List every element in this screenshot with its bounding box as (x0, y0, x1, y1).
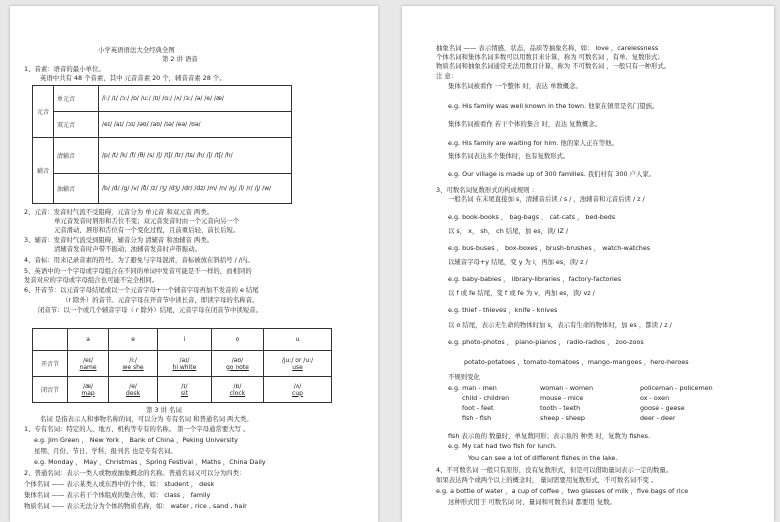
vowel-label: 元音 (33, 86, 54, 138)
open-syllable-note: 6、开音节：以元音字母结尾或以一个元音字母+一个辅音字母再加不发音的 e 结尾 (24, 286, 259, 294)
right-page (402, 6, 774, 522)
proper-noun-example-2: e.g. Monday ， May ，Christmas ，Spring Festival ，Maths ，China Daily (34, 458, 266, 466)
letter-sound-note-2: 发音对应的字母或字母组合也可能不完全相同。 (24, 276, 159, 284)
collective-plural-example: e.g. His family are waiting for him. 他的家人正在等他。 (448, 139, 618, 147)
individual-noun-line: 个体名词 —— 表示某类人或东西中的个体，如： student ， desk (24, 480, 215, 488)
proper-noun-note-2: 星期、月份、节日、学科、报刊名 也是专有名词。 (34, 447, 177, 455)
syllable-table (32, 328, 332, 403)
open-cell-o: /əʊ/ go note (211, 351, 263, 377)
consonant-note-2: 清辅音发音时声带不振动；浊辅音发音时声带振动。 (54, 245, 201, 253)
fish-example-1: e.g. My cat had two fish for lunch. (448, 442, 557, 450)
collective-multiple-note: 集体名词表达多个集体时，也有复数形式。 (448, 152, 570, 160)
letter-sound-note: 5、英语中的一个字母或字母组合在不同的单词中发音可能是不一样的，而相同的 (24, 267, 252, 275)
irregular-2-1: child - children (462, 394, 510, 402)
attention-label: 注 意： (436, 72, 458, 80)
irregular-1-3: policeman - policemen (640, 384, 713, 392)
abstract-noun-line: 抽象名词 —— 表示情感，状态，品质等抽象名称，如： love ，carelessness (436, 44, 659, 52)
vowel-note: 2、元音：发音时气流不受阻碍，元音分为 单元音 和双元音 两类。 (24, 208, 214, 216)
open-cell-a: /eɪ/ name (68, 351, 109, 377)
open-syllable-note-2: （r 除外）的音节。元音字母在开音节中读长音，即读字母的名称音。 (62, 296, 259, 304)
diphthong-ipa: /eɪ/ /aɪ/ /ɔɪ/ /əʊ/ /aʊ/ /ɪə/ /eə/ /ʊə/ (99, 112, 292, 138)
vowel-o-header: o (211, 329, 263, 351)
collective-singular-note: 集体名词被看作 一个整体 时，表达 单数概念。 (448, 82, 582, 90)
rule-o-es-example-2: potato-potatoes ，tomato-tomatoes ，mango-mangoes ，hero-heroes (464, 358, 689, 366)
rule-y-ies-example: e.g. baby-babies ， library-libraries ，factory-factories (448, 275, 622, 283)
open-cell-e: /i:/ we she (109, 351, 158, 377)
voiced-label: 浊辅音 (54, 174, 99, 204)
rule-add-s-example: e.g. book-books ， bag-bags ， cat-cats ， bed-beds (448, 213, 616, 221)
irregular-heading: 不规则变化 (448, 373, 480, 381)
countable-note: 个体名词和集体名词多数可以用数目来计算，称为 可数名词 ，有单、复数形式； (436, 53, 664, 61)
plural-rules-heading: 3、可数名词复数形式的构成规则 ： (436, 186, 538, 194)
closed-cell-a: /æ/ map (68, 377, 109, 403)
collective-plural-note: 集体名词被看作 若干个体的集合 时，表达 复数概念。 (448, 120, 602, 128)
left-page (10, 6, 378, 522)
open-cell-i: /aɪ/ hi white (158, 351, 212, 377)
rule-f-ves: 以 f 或 fe 结尾，变 f 或 fe 为 v，再加 es，读/ vz / (448, 289, 595, 297)
irregular-2-2: mouse - mice (540, 394, 584, 402)
phoneme-count: 英语中共有 48 个音素，其中 元音音素 20 个，辅音音素 28 个。 (40, 74, 226, 82)
irregular-4-3: deer - deer (640, 414, 676, 422)
consonant-label: 辅音 (33, 138, 54, 204)
voiceless-label: 清辅音 (54, 138, 99, 174)
rule-o-es-example: e.g. photo-photos ， piano-pianos ， radio-radios ， zoo-zoos (448, 338, 644, 346)
irregular-3-3: goose - geese (640, 404, 685, 412)
consonant-note: 3、辅音：发音时气流受到阻碍，辅音分为 清辅音 和浊辅音 两类。 (24, 236, 214, 244)
rule-add-es-example: e.g. bus-buses ， box-boxes ，brush-brushes ， watch-watches (448, 244, 651, 252)
closed-syllable-label: 闭音节 (33, 377, 68, 403)
irregular-1-1: e.g. man - men (448, 384, 497, 392)
voiceless-ipa: /p/ /t/ /k/ /f/ /θ/ /s/ /ʃ/ /tʃ/ /tr/ /ts/ /h/ /ʃ/ /tʃ/ /h/ (99, 138, 292, 174)
closed-syllable-note: 闭音节：以一个或几个辅音字母（ r 除外）结尾，元音字母在闭音节中读短音。 (38, 306, 262, 314)
monophthong-ipa: /i:/ /ɪ/ /ɔ:/ /ɒ/ /u:/ /ʊ/ /ɑ:/ /ʌ/ /ɜ:/ /ə/ /e/ /æ/ (99, 86, 292, 112)
monophthong-label: 单元音 (54, 86, 99, 112)
irregular-3-2: tooth - teeth (540, 404, 581, 412)
vowel-a-header: a (68, 329, 109, 351)
phoneme-definition: 1、音素：语音的最小单位。 (24, 65, 105, 73)
material-noun-line: 物质名词 —— 表示无法分为个体的物质名称，如： water , rice , sand , hair (24, 502, 247, 510)
common-noun-note: 2、普通名词：表示一类人或物或抽象概念的名称。普通名词又可以分为四类： (24, 469, 246, 477)
lecture2-heading: 第 2 讲 语音 (162, 55, 198, 63)
rule-add-s: 一般名词 在末尾直接加 s，清辅音后读 / s / ，浊辅音和元音后读 / z / (448, 195, 645, 203)
rule-add-es: 以 s， x， sh， ch 结尾，加 es，读/ IZ / (448, 227, 569, 235)
fish-example-2: You can see a lot of different fishes in the lake. (468, 454, 618, 462)
closed-cell-o: /ɒ/ clock (211, 377, 263, 403)
measure-word-example: e.g. a bottle of water ，a cup of coffee ，two glasses of milk ，five bags of rice (436, 487, 689, 495)
diphthong-label: 双元音 (54, 112, 99, 138)
phonetic-symbol-note: 4、音标：用来记录音素的符号。为了避免与字母混淆，音标被放在斜括号 / /内。 (24, 256, 254, 264)
rule-y-ies: 以辅音字母+y 结尾，变 y 为 i，再加 es，读/ z / (448, 258, 588, 266)
vowel-u-header: u (264, 329, 332, 351)
collective-singular-example: e.g. His family was well known in the town. 他家在镇里是名门望族。 (448, 102, 659, 110)
vowel-e-header: e (109, 329, 158, 351)
irregular-3-1: foot - feet (462, 404, 494, 412)
lecture3-heading: 第 3 讲 名词 (146, 406, 182, 414)
irregular-1-2: woman - women (540, 384, 594, 392)
doc-title: 小学英语语法大全经典全图 (98, 46, 175, 54)
closed-cell-i: /ɪ/ sit (158, 377, 212, 403)
uncountable-note: 物质名词和抽象名词通常无法用数目计算，称为 不可数名词 ，一般只有一种形式。 (436, 62, 671, 70)
collective-multiple-example: e.g. Our village is made up of 300 families. 我们村有 300 户人家。 (448, 170, 656, 178)
proper-noun-example: e.g. Jim Green ， New York ， Bank of China ，Peking University (34, 436, 238, 444)
collective-noun-line: 集体名词 —— 表示若干个体组成的集合体，如： class ， family (24, 491, 211, 499)
vowel-i-header: i (158, 329, 212, 351)
vowel-note-3: 元音滑动，唇形和舌位有一个变化过程，且前重后轻，前长后短。 (54, 226, 240, 234)
closed-cell-u: /ʌ/ cup (264, 377, 332, 403)
uncountable-heading: 4、不可数名词 一般只有原形，没有复数形式，但是可以借助量词表示一定的数量。 (436, 466, 673, 474)
closed-cell-e: /e/ desk (109, 377, 158, 403)
proper-noun-note: 1、专有名词：特定的人、地方、机构等专有的名称。 第一个字母通常要大写 。 (24, 425, 250, 433)
vowel-note-2: 单元音发音时唇形和舌位不变；双元音发音时由一个元音向另一个 (54, 217, 240, 225)
phoneme-table (32, 85, 292, 204)
irregular-4-1: fish - fish (462, 414, 492, 422)
open-syllable-label: 开音节 (33, 351, 68, 377)
open-cell-u: /ju:/ or /u:/ use (264, 351, 332, 377)
voiced-ipa: /b/ /d/ /g/ /v/ /ð/ /z/ /ʒ/ /dʒ/ /dr/ /dz/ /m/ /n/ /ŋ/ /l/ /r/ /j/ /w/ (99, 174, 292, 204)
uncountable-note-2: 如果表达两个或两个以上的概念时， 量词需要用复数形式，不可数名词不变 。 (436, 476, 658, 484)
measure-word-note: 这种形式用于 可数名词 时，量词和可数名词 都要用 复数。 (448, 498, 616, 506)
fish-note: fish 表示鱼的 数量时，单复数同形；表示鱼的 种类 时，复数为 fishes. (448, 432, 651, 440)
irregular-2-3: ox - oxen (640, 394, 670, 402)
noun-definition: 名词 是指表示人和事物名称的词，可以分为 专有名词 和普通名词 两大类。 (40, 415, 253, 423)
rule-f-ves-example: e.g. thief - thieves ，knife - knives (448, 306, 558, 314)
irregular-4-2: sheep - sheep (540, 414, 585, 422)
rule-o-es: 以 o 结尾，表示无生命的物体时加 s，表示有生命的物体时，加 es ，都读 / z / (448, 321, 672, 329)
